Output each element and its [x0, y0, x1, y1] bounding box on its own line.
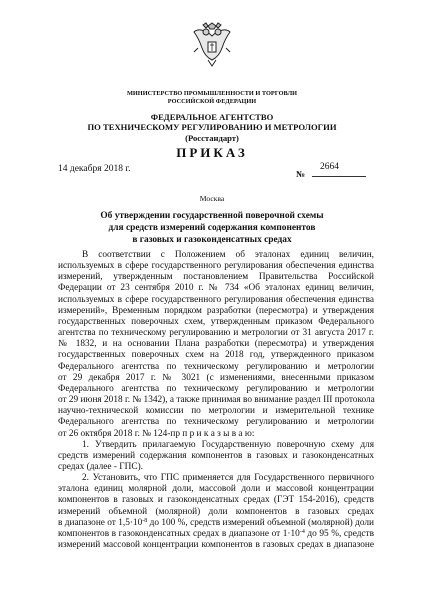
agency-line: (Росстандарт) — [185, 132, 239, 143]
exponent: -8 — [142, 517, 148, 524]
order-subject — [0, 211, 424, 246]
body-line: измерений», Временным порядком разработки (пересмотра) и утверждения — [58, 305, 374, 316]
body-line: от 29 июня 2018 г. № 1342), а также принимая во внимание раздел III протокола — [58, 395, 375, 406]
body-line: Федерального агентства по техническому регулированию и метрологии — [58, 417, 374, 428]
body-line: измерений объемной (молярной) доли компонентов в газовых средах — [58, 506, 374, 517]
number-sign: № — [296, 169, 306, 179]
body-line: государственных поверочных схем на 2018 год, утвержденного приказом — [58, 350, 374, 361]
agency-line: ПО ТЕХНИЧЕСКОМУ РЕГУЛИРОВАНИЮ И МЕТРОЛОГИИ — [87, 122, 337, 133]
body-line: измерений, утвержденным постановлением Правительства Российской — [58, 272, 374, 283]
body-line: № 1832, и на основании Плана разработки (пересмотра) и утверждения — [58, 339, 374, 350]
ministry-line: МИНИСТЕРСТВО ПРОМЫШЛЕННОСТИ И ТОРГОВЛИ — [126, 90, 298, 97]
order-number: 2664 — [320, 162, 339, 172]
body-line: агентства по техническому регулированию и метрологии от 31 августа 2017 г. — [58, 328, 374, 339]
body-line: используемых в сфере государственного регулирования обеспечения единства — [58, 294, 374, 305]
body-text: до 95 %, средств — [304, 528, 375, 539]
document-type: ПРИКАЗ — [176, 145, 248, 160]
body-line: 2. Установить, что ГПС применяется для Государственного первичного — [82, 473, 374, 484]
agency-line: ФЕДЕРАЛЬНОЕ АГЕНТСТВО — [150, 112, 274, 122]
ministry-line: РОССИЙСКОЙ ФЕДЕРАЦИИ — [167, 97, 257, 105]
subject-line: для средств измерений содержания компонентов — [108, 222, 316, 233]
body-line — [58, 518, 374, 529]
ministry-name — [0, 90, 424, 105]
body-line: Федерального агентства по техническому регулированию и метрологии — [58, 383, 374, 394]
subject-line: Об утверждении государственной поверочной схемы — [100, 211, 324, 221]
body-text: до 100 %, средств измерений объемной (молярной) доли — [147, 517, 374, 528]
body-text: в диапазоне от 1,5·10 — [58, 517, 143, 528]
body-line: эталона единиц молярной доли, массовой доли и массовой концентрации — [58, 484, 374, 495]
city: Москва — [199, 194, 225, 203]
body-line: используемых в сфере государственного регулирования обеспечения единства — [58, 261, 374, 272]
body-line: Федерального агентства по техническому регулированию и метрологии — [58, 361, 374, 372]
body-line: средах (далее - ГПС). — [58, 461, 143, 472]
body-line: средств измерений содержания компонентов в газовых и газоконденсатных — [58, 450, 374, 461]
coat-of-arms-icon — [192, 22, 232, 68]
body-line: измерений массовой концентрации компонентов в газовых средах в диапазоне — [58, 540, 374, 551]
exponent: -4 — [299, 528, 305, 535]
body-text: компонентов в газоконденсатных средах в диапазоне от 1·10 — [58, 528, 300, 539]
number-underline — [312, 176, 366, 177]
body-line: Федерации от 23 сентября 2010 г. № 734 «Об эталонах единиц величин, — [58, 283, 374, 294]
body-line: В соответствии с Положением об эталонах единиц величин, — [82, 250, 374, 260]
body-line: от 26 октября 2018 г. № 124-пр п р и к а з ы в а ю: — [58, 428, 255, 439]
body-line: от 29 декабря 2017 г. № 3021 (с изменениями, внесенными приказом — [58, 372, 374, 383]
body-line — [58, 529, 374, 540]
subject-line: в газовых и газоконденсатных средах — [132, 234, 292, 245]
body-line: компонентов в газовых и газоконденсатных средах (ГЭТ 154-2016), средств — [58, 495, 374, 506]
body-line: государственных поверочных схем, утвержденным приказом Федерального — [58, 316, 374, 327]
agency-name — [0, 112, 424, 143]
body-line: научно-технической комиссии по метрологии и измерительной технике — [58, 406, 374, 417]
order-date: 14 декабря 2018 г. — [58, 164, 131, 174]
order-body — [58, 250, 374, 551]
body-line: 1. Утвердить прилагаемую Государственную поверочную схему для — [82, 439, 374, 450]
